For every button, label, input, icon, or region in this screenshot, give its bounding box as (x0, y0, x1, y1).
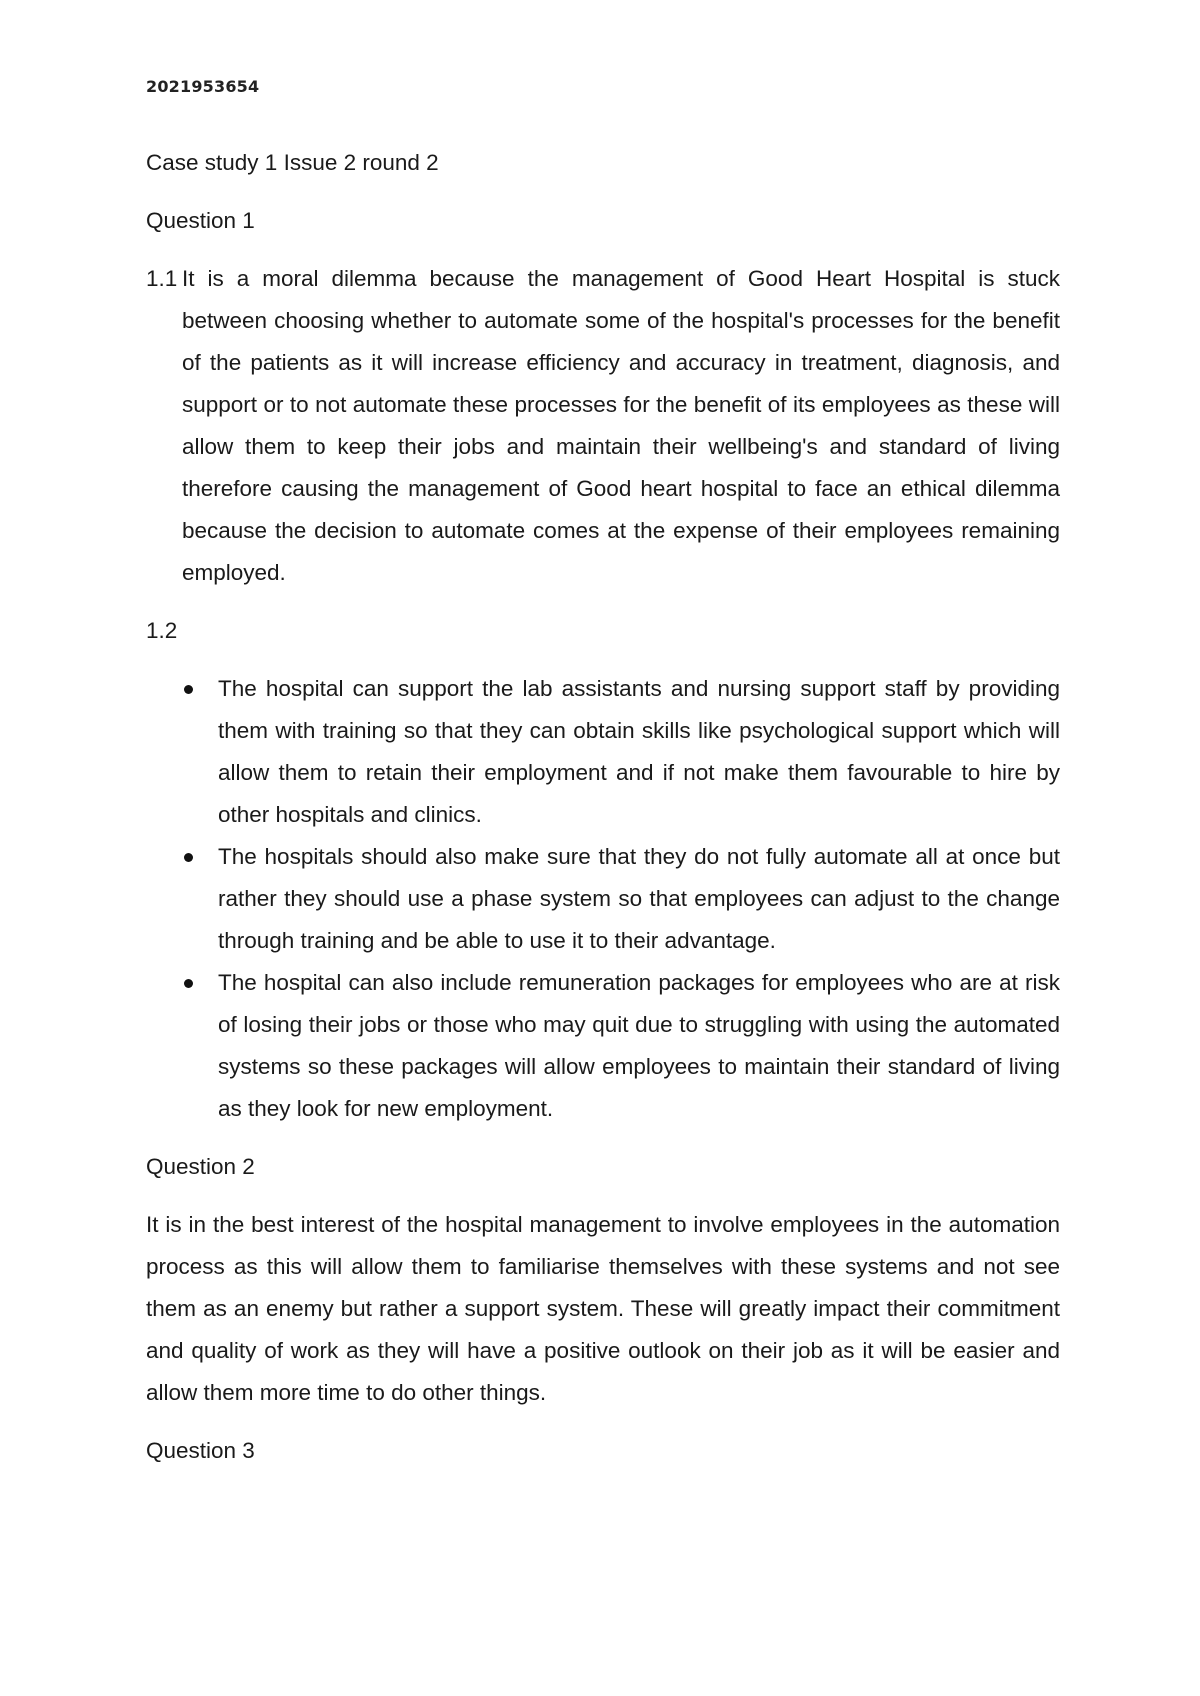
answer-2-text: It is in the best interest of the hospital management to involve employees in the automation process as this will allow them to familiarise themselves with these systems and not see them as an enemy but rather a support system. These will greatly impact their commitment and quality of work as they will have a positive outlook on their job as it will be easier and allow them more time to do other things. (146, 1212, 1060, 1405)
student-id-header: 2021953654 (146, 77, 260, 96)
bullet-dot-icon (146, 836, 218, 962)
bullet-item (146, 962, 1060, 1130)
bullet-text: The hospitals should also make sure that they do not fully automate all at once but rather they should use a phase system so that employees can adjust to the change through training and be able to use it to their advantage. (218, 844, 1060, 953)
question-2-heading: Question 2 (146, 1154, 255, 1179)
bullet-dot-icon (146, 668, 218, 836)
bullet-item (146, 836, 1060, 962)
answer-1-2-bullet-list (146, 668, 1060, 1130)
answer-1-1-label: 1.1 (146, 266, 178, 291)
answer-1-1-text: It is a moral dilemma because the management of Good Heart Hospital is stuck between choosing whether to automate some of the hospital's processes for the benefit of the patients as it will increase efficiency and accuracy in treatment, diagnosis, and support or to not automate these processes for the benefit of its employees as these will allow them to keep their jobs and maintain their wellbeing's and standard of living therefore causing the management of Good heart hospital to face an ethical dilemma because the decision to automate comes at the expense of their employees remaining employed. (182, 266, 1060, 585)
answer-1-2-label: 1.2 (146, 618, 178, 643)
bullet-item (146, 668, 1060, 836)
question-1-heading: Question 1 (146, 208, 255, 233)
document-body (146, 142, 1060, 1488)
bullet-text: The hospital can also include remuneration packages for employees who are at risk of losing their jobs or those who may quit due to struggling with using the automated systems so these packages will allow employees to maintain their standard of living as they look for new employment. (218, 970, 1060, 1121)
bullet-text: The hospital can support the lab assistants and nursing support staff by providing them with training so that they can obtain skills like psychological support which will allow them to retain their employment and if not make them favourable to hire by other hospitals and clinics. (218, 676, 1060, 827)
question-3-heading: Question 3 (146, 1438, 255, 1463)
answer-1-1 (146, 258, 1060, 594)
bullet-dot-icon (146, 962, 218, 1130)
document-title: Case study 1 Issue 2 round 2 (146, 150, 439, 175)
